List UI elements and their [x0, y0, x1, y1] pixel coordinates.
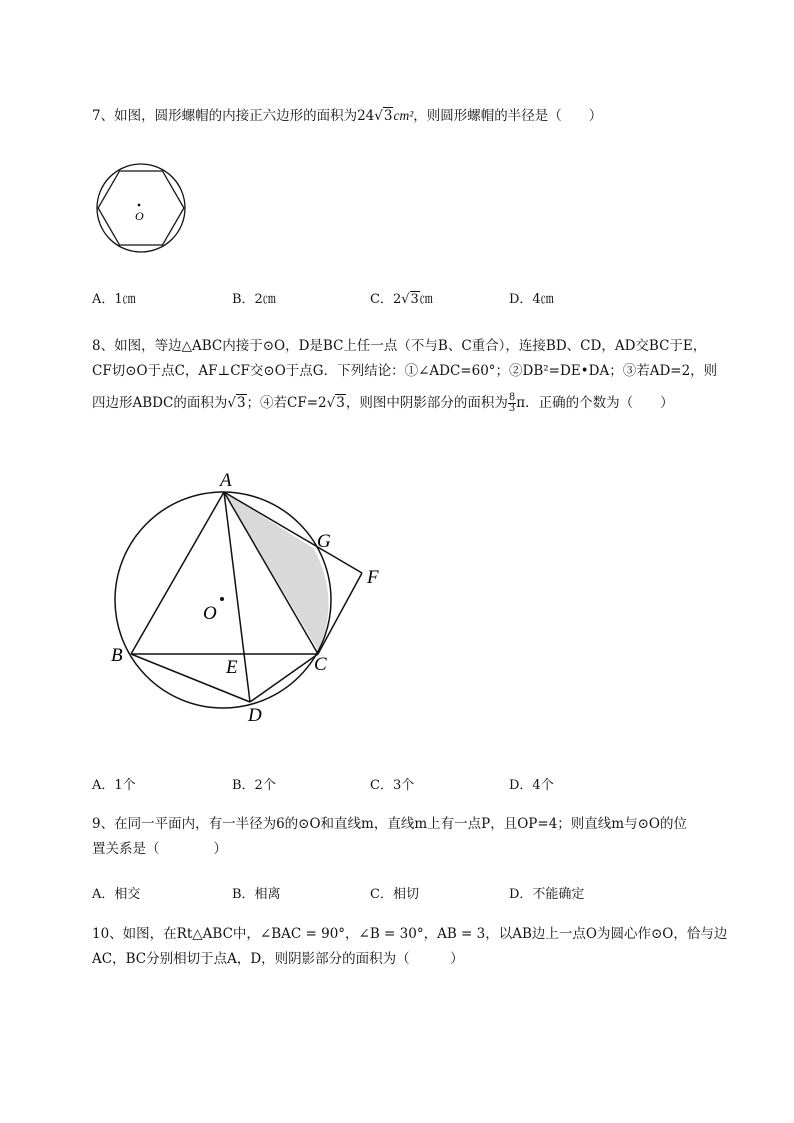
q8-line2: CF切⊙O于点C，AF⊥CF交⊙O于点G．下列结论：①∠ADC=60°；②DB²=DE•DA；③若AD=2，则: [92, 363, 718, 379]
q8-shaded-region: [224, 492, 328, 650]
q9-option-b[interactable]: B．相离: [232, 887, 281, 902]
q8-option-a[interactable]: A．1个: [92, 778, 136, 793]
q7-sqrt: 3: [383, 108, 393, 124]
q7-option-b[interactable]: B．2㎝: [232, 292, 276, 307]
q10-line1: 10、如图，在Rt△ABC中，∠BAC = 90°，∠B = 30°，AB = 3，以AB边上一点O为圆心作⊙O，恰与边: [92, 926, 728, 942]
q8-label-e: E: [226, 657, 238, 678]
q8-label-f: F: [367, 567, 379, 588]
q8-label-b: B: [111, 645, 123, 666]
q7-option-a[interactable]: A．1㎝: [92, 292, 136, 307]
q8-label-d: D: [248, 705, 262, 726]
q7-unit: cm²: [393, 108, 414, 123]
q9-option-a[interactable]: A．相交: [92, 887, 141, 902]
q7-text-b: ，则圆形螺帽的半径是（ ）: [413, 108, 603, 124]
q8-fraction: $\frac{8}{3}$: [508, 392, 516, 414]
q8-line3: 四边形ABDC的面积为√3；④若CF=2√3，则图中阴影部分的面积为 $\frac{8}{3}$ π．正确的个数为（ ）: [92, 392, 674, 414]
q7-stem: 7、如图，圆形螺帽的内接正六边形的面积为24√3cm²，则圆形螺帽的半径是（ ）: [92, 108, 603, 124]
q7-option-d[interactable]: D．4㎝: [509, 292, 554, 307]
q9-option-d[interactable]: D．不能确定: [509, 887, 585, 902]
q7-center-label: O: [135, 209, 144, 223]
q8-label-c: C: [314, 654, 327, 675]
q7-option-c[interactable]: C．2√3㎝: [370, 292, 433, 307]
q8-label-a: A: [220, 470, 232, 491]
q8-label-g: G: [317, 531, 331, 552]
q9-line1: 9、在同一平面内，有一半径为6的⊙O和直线m，直线m上有一点P，且OP=4；则直线m与⊙O的位: [92, 816, 687, 832]
q8-option-b[interactable]: B．2个: [232, 778, 276, 793]
q8-line1: 8、如图，等边△ABC内接于⊙O，D是BC上任一点（不与B、C重合），连接BD、CD，AD交BC于E，: [92, 338, 707, 354]
q8-figure: [100, 462, 400, 727]
q7-figure: [92, 162, 192, 254]
q9-line2: 置关系是（ ）: [92, 841, 227, 857]
q10-line2: AC，BC分别相切于点A，D，则阴影部分的面积为（ ）: [92, 951, 464, 967]
q7-text-a: 7、如图，圆形螺帽的内接正六边形的面积为24: [92, 108, 375, 124]
q8-option-c[interactable]: C．3个: [370, 778, 415, 793]
q8-label-o: O: [203, 603, 217, 624]
q9-option-c[interactable]: C．相切: [370, 887, 419, 902]
q8-option-d[interactable]: D．4个: [509, 778, 554, 793]
